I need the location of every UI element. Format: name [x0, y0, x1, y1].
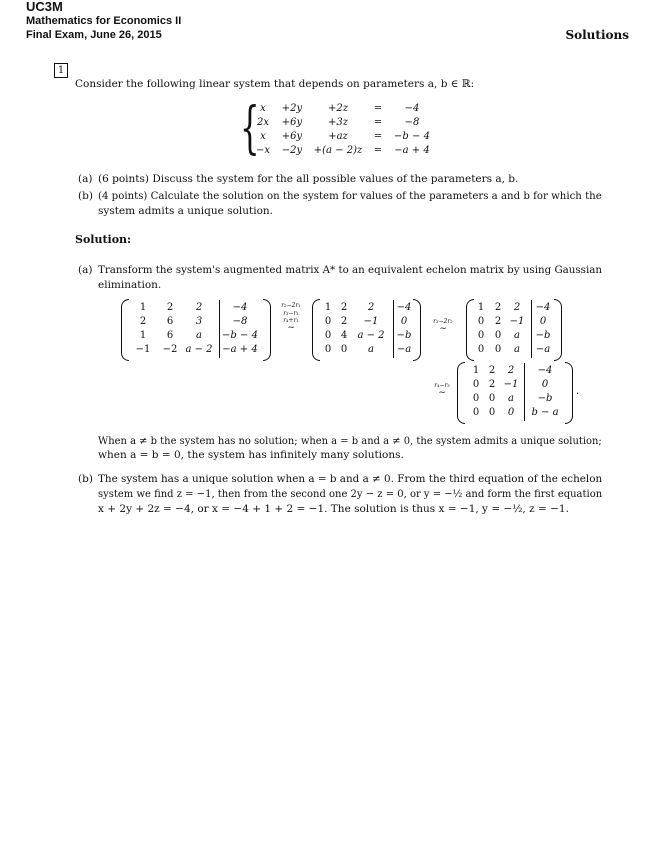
solution-heading: Solution:: [75, 233, 132, 246]
matrix-1-right-paren: [263, 299, 271, 361]
part-a-text: (6 points) Discuss the system for the all possible values of the parameters a, b.: [98, 173, 519, 185]
matrix-3-right-paren: [554, 299, 562, 361]
solution-a-conclusion-2: when a = b = 0, the system has infinitely many solutions.: [98, 449, 404, 461]
solution-b-text-2: system we find z = −1, then from the second one 2y − z = 0, or y = −½ and form the first equation: [98, 488, 603, 500]
matrix-1-augment-bar: [219, 300, 220, 358]
solution-a-conclusion-1: When a ≠ b the system has no solution; when a = b and a ≠ 0, the system admits a unique solution;: [98, 435, 602, 447]
matrix-2-augment-bar: [393, 300, 394, 358]
problem-number: 1: [57, 65, 65, 76]
problem-intro: Consider the following linear system that depends on parameters a, b ∈ ℝ:: [75, 78, 475, 90]
matrix-4-left-paren: [457, 362, 465, 424]
system-brace: {: [240, 96, 260, 161]
solution-a-text-2: elimination.: [98, 279, 162, 291]
part-b-label: (b): [78, 190, 93, 202]
solutions-label: Solutions: [565, 28, 629, 42]
part-b-text-2: system admits a unique solution.: [98, 205, 274, 217]
solution-a-text-1: Transform the system's augmented matrix A* to an equivalent echelon matrix by using Gaussian: [98, 264, 603, 276]
part-a-label: (a): [78, 173, 93, 185]
matrix-3-left-paren: [466, 299, 474, 361]
linear-system: x +2y +2z = −4 2x +6y +3z = −8 x +6y +az = −b − 4 −x −2y +(a − 2)z = −a + 4: [255, 103, 430, 156]
matrix-2-left-paren: [312, 299, 320, 361]
solution-b-text-1: The system has a unique solution when a = b and a ≠ 0. From the third equation of the echelon: [98, 473, 603, 485]
part-b-text-1: (4 points) Calculate the solution on the system for values of the parameters a and b for which the: [98, 190, 602, 202]
matrix-3-augment-bar: [531, 300, 532, 358]
course-title: Mathematics for Economics II: [26, 15, 182, 27]
solution-a-label: (a): [78, 264, 93, 276]
matrix-4-period: .: [576, 386, 580, 397]
matrix-1-left-paren: [121, 299, 129, 361]
solution-b-label: (b): [78, 473, 93, 485]
matrix-4-right-paren: [565, 362, 573, 424]
matrix-4-augment-bar: [524, 363, 525, 421]
matrix-2-right-paren: [413, 299, 421, 361]
exam-date: Final Exam, June 26, 2015: [26, 29, 162, 41]
solution-b-text-3: x + 2y + 2z = −4, or x = −4 + 1 + 2 = −1. The solution is thus x = −1, y = −½, z = −1.: [98, 503, 569, 515]
school-name: UC3M: [26, 0, 63, 14]
